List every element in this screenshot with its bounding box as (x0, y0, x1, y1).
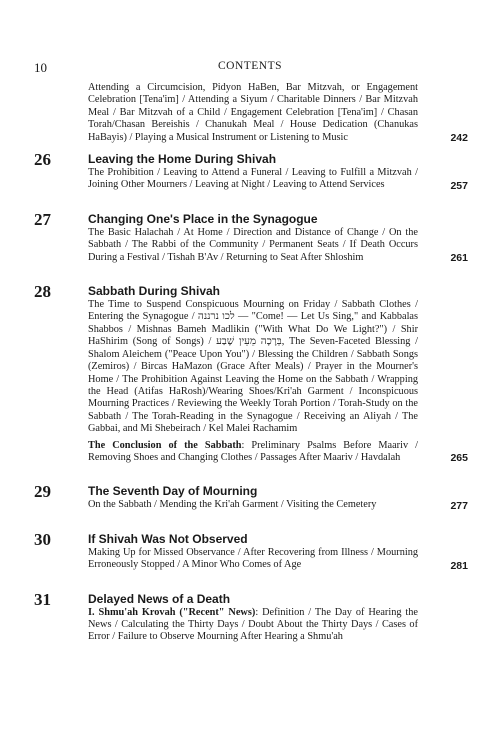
page-header (34, 60, 466, 76)
subsection-text: : Preliminary Psalms Before Maariv / Removing Shoes and Changing Clothes / Passages After Maariv / Havdalah (88, 439, 418, 463)
running-title: CONTENTS (217, 60, 283, 72)
entry-page-number: 277 (450, 499, 468, 512)
subsection-lead: I. Shmu'ah Krovah ("Recent" News) (88, 606, 256, 618)
chapter-title: The Seventh Day of Mourning (88, 484, 258, 499)
entry-page-number: 281 (450, 559, 468, 572)
chapter-title: Changing One's Place in the Synagogue (88, 211, 318, 226)
chapter-number: 30 (34, 529, 51, 549)
chapter-number: 29 (34, 482, 51, 502)
entry-description: The Basic Halachah / At Home / Direction and Distance of Change / On the Sabbath / The Rabbi of the Community / Permanent Seats / If Death Occurs During a Festival / Tishah B'Av / Returning to Seat After Shloshim (88, 226, 418, 263)
entry-page-number: 242 (450, 132, 468, 145)
toc-list (34, 82, 468, 657)
entry-page-number: 257 (450, 179, 468, 192)
toc-entry-29 (34, 484, 468, 511)
chapter-title: Delayed News of a Death (88, 591, 231, 606)
entry-page-number: 265 (450, 452, 468, 465)
entry-subsection (88, 607, 418, 644)
chapter-title: Leaving the Home During Shivah (88, 152, 277, 167)
entry-description: On the Sabbath / Mending the Kri'ah Garment / Visiting the Cemetery (88, 499, 377, 511)
chapter-title: If Shivah Was Not Observed (88, 531, 248, 546)
toc-entry-31 (34, 589, 468, 644)
entry-description: The Time to Suspend Conspicuous Mourning on Friday / Sabbath Clothes / Entering the Synagogue / לכו נרננה — "Come! — Let Us Sing," and Kabbalas Shabbos / Mishnas Bameh Madlikin ("With What Do We Light?") / Shir HaShirim (Song of Songs) / בְּרָכָה מֵעֵין שֶׁבַע, The Seven-Faceted Blessing / Shalom Aleichem ("Peace Upon You") / Blessing the Children / Sabbath Songs (Zemiros) / Bircas HaMazon (Grace After Meals) / Prayer in the Mourner's Home / The Prohibition Against Leaving the Home on the Sabbath / Wrapping the Head (Atifas HaRosh)/Wearing Shoes/Kri'ah Garment / Inconspicuous Mourning Practices / Reviewing the Weekly Torah Portion / Torah-Study on the Sabbath / The Torah-Reading in the Synagogue / Receiving an Aliyah / The Gabbai, and Mi Shebeirach / Kel Malei Rachamim (88, 299, 419, 435)
entry-description: The Prohibition / Leaving to Attend a Funeral / Leaving to Fulfill a Mitzvah / Joining Other Mourners / Leaving at Night / Leaving to Attend Services (88, 167, 418, 191)
toc-entry-continued (34, 82, 468, 144)
toc-entry-26 (34, 152, 468, 192)
chapter-number: 28 (34, 282, 51, 302)
chapter-number: 31 (34, 589, 51, 609)
chapter-number: 26 (34, 150, 51, 170)
page-number: 10 (34, 60, 47, 75)
chapter-title: Sabbath During Shivah (88, 284, 221, 299)
entry-page-number: 261 (450, 252, 468, 265)
subsection-lead: The Conclusion of the Sabbath (88, 439, 242, 451)
toc-entry-28 (34, 284, 468, 464)
toc-entry-27 (34, 209, 468, 265)
chapter-number: 27 (34, 209, 51, 229)
entry-description: Attending a Circumcision, Pidyon HaBen, Bar Mitzvah, or Engagement Celebration [Tena'im] / Attending a Siyum / Charitable Dinners / Bar Mitzvah Meal / Bar Mitzvah of a Child / Engagement Celebration [Tena'im] / Chasan Torah/Chasan Bereishis / Chanukah Meal / House Dedication (Chanukas HaBayis) / Playing a Musical Instrument or Listening to Music (88, 82, 418, 143)
toc-entry-30 (34, 529, 468, 572)
entry-description: Making Up for Missed Observance / After Recovering from Illness / Mourning Erroneously Stopped / A Minor Who Comes of Age (88, 546, 418, 571)
entry-subsection (88, 440, 418, 465)
subsection-text: : Definition / The Day of Hearing the News / Calculating the Thirty Days / Doubt About the Thirty Days / Cases of Error / Failure to Observe Mourning After Hearing a Shmu'ah (88, 606, 418, 643)
